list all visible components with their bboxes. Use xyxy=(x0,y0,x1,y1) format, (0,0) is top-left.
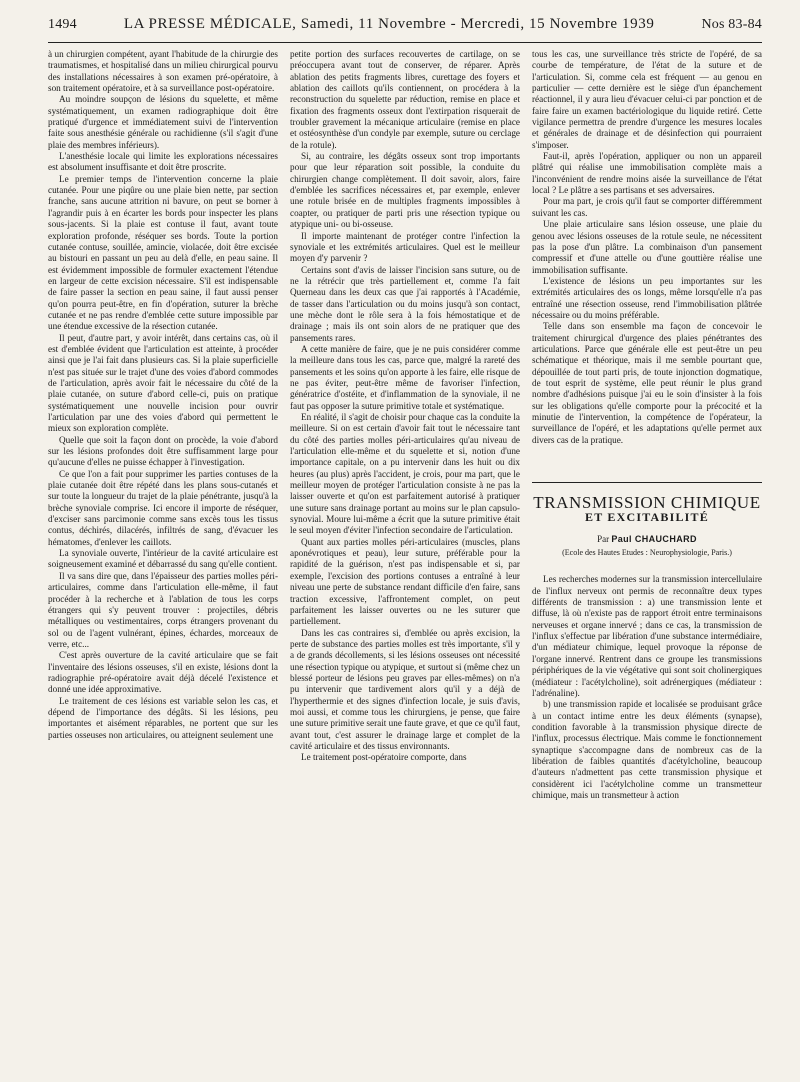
paragraph: Quelle que soit la façon dont on procède, la voie d'abord sur les lésions profondes doit être suffisamment large pour qu'aucune d'elles ne puisse échapper à l'investigation. xyxy=(48,434,278,468)
paragraph: à un chirurgien compétent, ayant l'habitude de la chirurgie des traumatismes, et hospitalisé dans un milieu chirurgical pourvu des installations nécessaires à son examen pré-opératoire, à son traitement opératoire, et à sa surveillance post-opératoire. xyxy=(48,49,278,94)
paragraph: L'anesthésie locale qui limite les explorations nécessaires est absolument insuffisante et doit être proscrite. xyxy=(48,151,278,173)
paragraph: En réalité, il s'agit de choisir pour chaque cas la conduite la meilleure. Si on est certain d'avoir fait tout le nécessaire tant du côté des parties molles péri-articulaires qu'au niveau de l'articulation elle-même et du squelette et si, notion d'une importance capitale, on a pu intervenir dans les huit ou dix heures (au plus) après l'accident, je crois, pour ma part, que le meilleur moyen de protéger l'articulation consiste à ne pas la laisser ouverte et qu'on est parfaitement autorisé à pratiquer une suture sans drainage portant au moins sur le plan capsulo-synovial. Moure lui-même a écrit que la suture primitive était le seul moyen d'éviter l'infection secondaire de l'articulation. xyxy=(290,412,520,536)
paragraph: Pour ma part, je crois qu'il faut se comporter différemment suivant les cas. xyxy=(532,196,762,218)
paragraph: Le traitement de ces lésions est variable selon les cas, et dépend de l'importance des dégâts. Si les lésions, peu importantes et aisément réparables, ne portent que sur les parties osseuses non articulaires, ou atteignent seulement une xyxy=(48,695,278,740)
column-1 xyxy=(48,49,278,801)
paragraph: Au moindre soupçon de lésions du squelette, et même systématiquement, un examen radiographique doit être pratiqué d'urgence et immédiatement suivi de l'intervention faite sous anesthésie générale ou rachidienne (s'il s'agit d'une plaie des membres inférieurs). xyxy=(48,94,278,150)
columns xyxy=(48,49,762,801)
issue-number: Nos 83-84 xyxy=(701,17,762,32)
paragraph: Le premier temps de l'intervention concerne la plaie cutanée. Pour une piqûre ou une plaie bien nette, par section franche, sans aucune attrition ni bavure, on peut se borner à l'agrandir puis à en écarter les bords pour inspecter les plans sous-jacents. Si la plaie est contuse il faut, avant toute exploration profonde, réséquer ses bords. Toute la portion cutanée contuse, souillée, amincie, violacée, doit être excisée au bistouri en passant un peu au delà d'elle, en peau saine. Il est évidemment impossible de formuler exactement l'étendue en largeur de cette excision nécessaire. S'il est indispensable de faire passer la section en peau saine, il faut aussi penser qu'on pourra peut-être, en fin d'opération, suturer la brèche cutanée et ne pas rendre d'emblée cette suture impossible par une étendue excessive de la résection cutanée. xyxy=(48,173,278,332)
header-rule xyxy=(48,42,762,43)
paragraph: Dans les cas contraires si, d'emblée ou après excision, la perte de substance des parties molles est très importante, s'il y a de grands décollements, si les lésions osseuses ont nécessité une résection typique ou atypique, et surtout si (même chez un blessé porteur de lésions peu graves par elles-mêmes) on n'a pu intervenir que tardivement alors qu'il y a déjà de l'hyperthermie et des signes d'infection locale, je suis d'avis, moi aussi, et comme tous les chirurgiens, je pense, que faire une suture primitive serait une faute grave, et que ce qu'il faut, avant tout, c'est assurer le drainage large et complet de la cavité articulaire et des tissus environnants. xyxy=(290,627,520,751)
paragraph: Une plaie articulaire sans lésion osseuse, une plaie du genou avec lésions osseuses de la rotule seule, ne nécessitent pas la pose d'un plâtre. La combinaison d'un pansement compressif et d'une attelle ou d'une gouttière réalise une immobilisation suffisante. xyxy=(532,219,762,275)
byline xyxy=(532,534,762,545)
author-affiliation: (Ecole des Hautes Etudes : Neurophysiologie, Paris.) xyxy=(562,548,732,558)
paragraph: Si, au contraire, les dégâts osseux sont trop importants pour que leur réparation soit possible, la conduite du chirurgien change complètement. Il doit savoir, alors, faire d'emblée les sacrifices nécessaires et, par exemple, enlever une rotule brisée en de multiples fragments impossibles à coapter, ou pratiquer de parti pris une résection typique ou atypique uni- ou bi-osseuse. xyxy=(290,151,520,230)
paragraph: b) une transmission rapide et localisée se produisant grâce à un contact intime entre les deux éléments (synapse), condition favorable à la transmission physique directe de l'influx, processus électrique. Mais comme le fonctionnement synaptique s'accompagne dans de nombreux cas de la libération de faibles quantités d'acétylcholine, beaucoup d'auteurs n'admettent pas cette transmission physique et considèrent ici l'acétylcholine comme un transmetteur chimique, mais un transmetteur à action xyxy=(532,699,762,800)
paragraph: Les recherches modernes sur la transmission intercellulaire de l'influx nerveux ont permis de reconnaître deux types différents de transmission : a) une transmission lente et diffuse, là où n'existe pas de rapport étroit entre terminaisons nerveuses et organe innervé ; dans ce cas, la transmission de l'influx s'effectue par libération d'une substance intermédiaire, d'un médiateur chimique, lequel provoque la réponse de l'organe innervé. Rentrent dans ce groupe les transmissions périphériques de la vie végétative qui sont soit cholinergiques (médiateur : l'acétylcholine), soit adrénergiques (médiateur : l'adrénaline). xyxy=(532,574,762,698)
article-separator xyxy=(532,482,762,483)
paragraph: Telle dans son ensemble ma façon de concevoir le traitement chirurgical d'urgence des plaies pénétrantes des articulations. Parce que générale elle est peut-être un peu schématique et théorique, mais il me semble pourtant que, dépouillée de tout parti pris, de toute injonction dogmatique, de tout esprit de système, elle peut réunir le plus grand nombre d'adhésions puisque j'ai eu le soin d'insister à la fois sur les obligations qu'elle comporte pour la précocité et la minutie de l'intervention, la compétence de l'opérateur, la surveillance de l'opéré, et les adaptations qu'elle permet aux divers cas de la pratique. xyxy=(532,321,762,445)
paragraph: C'est après ouverture de la cavité articulaire que se fait l'inventaire des lésions osseuses, s'il en existe, lésions dont la radiographie pré-opératoire avait déjà décelé l'existence et donné une idée approximative. xyxy=(48,650,278,695)
header-masthead xyxy=(124,16,655,33)
column-2 xyxy=(290,49,520,801)
paragraph: L'existence de lésions un peu importantes sur les extrémités articulaires des os longs, même lorsqu'elle n'a pas entraîné une résection osseuse, rend l'immobilisation plâtrée nécessaire ou du moins préférable. xyxy=(532,275,762,320)
column-3 xyxy=(532,49,762,801)
paragraph: Il importe maintenant de protéger contre l'infection la synoviale et les extrémités articulaires. Quel est le meilleur moyen d'y parvenir ? xyxy=(290,230,520,264)
issue-date: Samedi, 11 Novembre - Mercredi, 15 Novembre 1939 xyxy=(300,16,655,32)
paragraph: La synoviale ouverte, l'intérieur de la cavité articulaire est soigneusement examiné et débarrassé du sang qu'elle contient. xyxy=(48,548,278,570)
page-header xyxy=(48,16,762,38)
paragraph: Certains sont d'avis de laisser l'incision sans suture, ou de ne la rétrécir que très partiellement et, comme l'a fait Querneau dans les deux cas que j'ai rapportés à l'Académie, de tasser dans l'articulation ou du moins jusqu'à son contact, une mèche dont le rôle sera à la fois hémostatique et de drainage ; mais ils ont soin alors de ne pratiquer que des pansements rares. xyxy=(290,264,520,343)
paragraph: A cette manière de faire, que je ne puis considérer comme la meilleure dans tous les cas, parce que, malgré la rareté des pansements et les soins qu'on apporte à les faire, elle risque de ne pas éviter, peut-être même de favoriser l'infection, génératrice d'ostéite, et d'inflammation de la synoviale, il ne faut pas opposer la suture primitive totale et systématique. xyxy=(290,343,520,411)
paragraph: petite portion des surfaces recouvertes de cartilage, on se préoccupera avant tout de conserver, de réparer. Après ablation des petits fragments libres, curettage des foyers et ablation des caillots qu'ils contiennent, on procédera à la reconstruction du squelette par réduction, remise en place et fixation des fragments osseux dont l'extirpation risquerait de troubler gravement la mécanique articulaire (remise en place et ostéosynthèse d'un condyle par exemple, suture ou cerclage de la rotule). xyxy=(290,49,520,150)
paragraph: Il va sans dire que, dans l'épaisseur des parties molles péri-articulaires, comme dans l'articulation elle-même, il faut procéder à la recherche et à l'ablation de tous les corps étrangers qui s'y peuvent trouver : projectiles, débris métalliques ou vestimentaires, corps étrangers provenant du sol ou de l'agent vulnérant, épines, échardes, morceaux de verre, etc... xyxy=(48,570,278,649)
article-title: TRANSMISSION CHIMIQUE xyxy=(533,493,761,513)
article-heading xyxy=(532,493,762,558)
page-number: 1494 xyxy=(48,17,77,32)
article-subtitle: ET EXCITABILITÉ xyxy=(585,510,709,525)
paragraph: tous les cas, une surveillance très stricte de l'opéré, de sa courbe de température, de l'état de la suture et de l'articulation. Si, comme cela est fréquent — au genou en particulier — cette dernière est le siège d'un épanchement réactionnel, il y aura lieu d'évacuer celui-ci par ponction et de faire faire un examen bactériologique du liquide retiré. Cette vigilance permettra de prendre d'urgence les mesures locales et générales de drainage et de désinfection qui pourraient s'imposer. xyxy=(532,49,762,150)
paragraph: Il peut, d'autre part, y avoir intérêt, dans certains cas, où il est d'emblée évident que l'articulation est atteinte, à procéder ainsi que je l'ai fait dans plusieurs cas. Si la plaie superficielle n'est pas située sur le trajet d'une des voies d'abord commodes de l'articulation, après avoir fait le nécessaire du côté de la plaie cutanée, on suture d'abord celle-ci, puis on pratique systématiquement une nouvelle incision pour ouvrir l'articulation par une des voies d'abord qui permettent le mieux son exploration complète. xyxy=(48,332,278,434)
publication-name: LA PRESSE MÉDICALE, xyxy=(123,16,297,32)
paragraph: Faut-il, après l'opération, appliquer ou non un appareil plâtré qui réalise une immobilisation complète mais a l'inconvénient de rendre moins aisée la surveillance de l'état local ? Le plâtre a ses partisans et ses adversaires. xyxy=(532,151,762,196)
author-name: Paul CHAUCHARD xyxy=(611,533,697,544)
paragraph: Quant aux parties molles péri-articulaires (muscles, plans aponévrotiques et peau), leur suture, préférable pour la rapidité de la guérison, n'est pas indispensable et si, par exemple, l'excision des portions contuses a entraîné à leur niveau une perte de substance rendant difficile d'en faire, sans traction excessive, l'affrontement complet, on peut parfaitement les laisser ouvertes ou ne les suturer que partiellement. xyxy=(290,536,520,627)
paragraph: Ce que l'on a fait pour supprimer les parties contuses de la plaie cutanée doit être répété dans les plans sous-cutanés et sur toute la longueur du trajet de la plaie pénétrante, jusqu'à la brèche synoviale comprise. Ici encore il importe de réséquer, d'exciser sans parcimonie comme sans excès tous les tissus contus, déchirés, dilacérés, infiltrés de sang, d'évacuer les hématomes, d'enlever les caillots. xyxy=(48,468,278,547)
paragraph: Le traitement post-opératoire comporte, dans xyxy=(301,752,467,763)
byline-prefix: Par xyxy=(597,533,610,544)
